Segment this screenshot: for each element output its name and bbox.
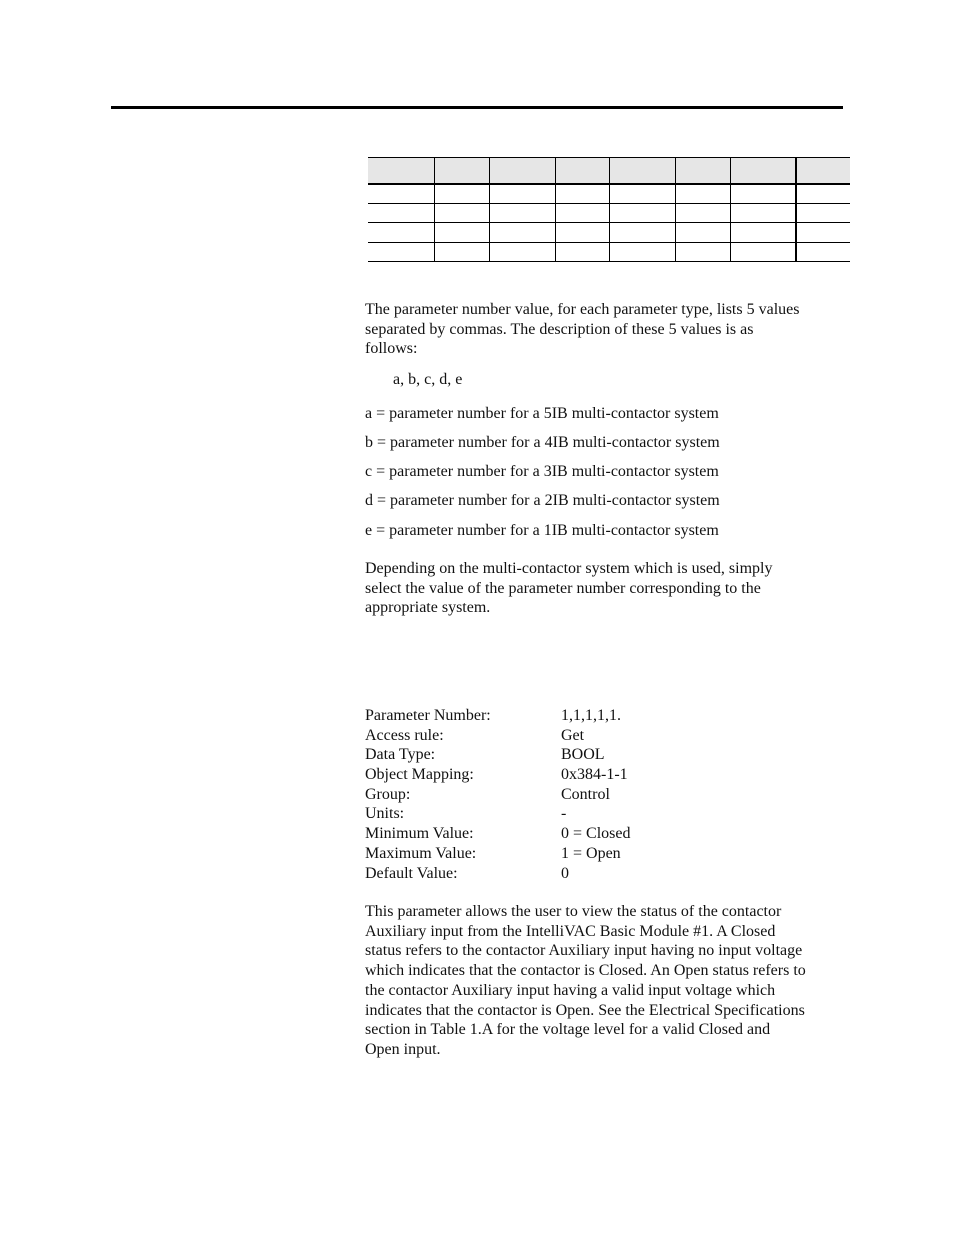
selection-line: Depending on the multi-contactor system which is used, simply — [365, 560, 773, 577]
property-value: 0x384-1-1 — [561, 766, 628, 784]
format-line: a, b, c, d, e — [393, 371, 463, 388]
definition-item: a = parameter number for a 5IB multi-contactor system — [365, 405, 719, 422]
property-label: Data Type: — [365, 746, 436, 764]
description-line: the contactor Auxiliary input having a valid input voltage which — [365, 981, 776, 999]
property-label: Default Value: — [365, 864, 458, 882]
property-label: Object Mapping: — [365, 766, 474, 784]
table-column-divider — [555, 157, 556, 262]
property-value: 0 = Closed — [561, 825, 631, 843]
selection-line: appropriate system. — [365, 599, 491, 617]
definition-item: c = parameter number for a 3IB multi-contactor system — [365, 463, 719, 480]
table-column-divider — [795, 157, 797, 262]
property-row — [365, 706, 630, 726]
property-value: BOOL — [561, 746, 605, 764]
table-column-divider — [489, 157, 490, 262]
property-row — [365, 726, 630, 746]
header-rule — [111, 106, 843, 109]
description-line: indicates that the contactor is Open. See the Electrical Specifications — [365, 1001, 805, 1019]
property-value: Get — [561, 726, 585, 744]
property-label: Parameter Number: — [365, 707, 491, 724]
property-label: Access rule: — [365, 726, 444, 744]
definition-item: e = parameter number for a 1IB multi-contactor system — [365, 522, 719, 539]
property-value: 1 = Open — [561, 844, 621, 862]
property-row — [365, 785, 630, 805]
property-row — [365, 804, 630, 824]
property-value: - — [561, 805, 567, 823]
table-column-divider — [434, 157, 435, 262]
parameter-table — [368, 157, 850, 262]
table-column-divider — [675, 157, 676, 262]
description-line: This parameter allows the user to view the status of the contactor — [365, 903, 782, 920]
property-row — [365, 844, 630, 864]
description-line: Auxiliary input from the IntelliVAC Basic Module #1. A Closed — [365, 922, 776, 940]
property-label: Units: — [365, 805, 405, 823]
intro-paragraph — [365, 300, 845, 359]
description-line: section in Table 1.A for the voltage level for a valid Closed and — [365, 1021, 771, 1039]
property-row — [365, 824, 630, 844]
property-value: 0 — [561, 864, 569, 882]
property-row — [365, 864, 630, 884]
description-paragraph — [365, 902, 845, 1060]
definition-item: d = parameter number for a 2IB multi-contactor system — [365, 492, 720, 509]
table-column-divider — [609, 157, 610, 262]
intro-line: The parameter number value, for each parameter type, lists 5 values — [365, 301, 800, 318]
parameter-properties — [365, 706, 630, 883]
property-value: 1,1,1,1,1. — [561, 707, 621, 724]
table-column-divider — [730, 157, 731, 262]
property-label: Maximum Value: — [365, 844, 477, 862]
description-line: status refers to the contactor Auxiliary input having no input voltage — [365, 942, 803, 960]
property-label: Group: — [365, 785, 411, 803]
description-line: Open input. — [365, 1040, 441, 1058]
property-row — [365, 765, 630, 785]
property-value: Control — [561, 785, 610, 803]
intro-line: separated by commas. The description of these 5 values is as — [365, 320, 754, 338]
selection-paragraph — [365, 559, 845, 618]
intro-line: follows: — [365, 340, 418, 358]
selection-line: select the value of the parameter number corresponding to the — [365, 579, 761, 597]
property-row — [365, 745, 630, 765]
property-label: Minimum Value: — [365, 825, 474, 843]
description-line: which indicates that the contactor is Closed. An Open status refers to — [365, 962, 806, 980]
definition-item: b = parameter number for a 4IB multi-contactor system — [365, 434, 720, 451]
